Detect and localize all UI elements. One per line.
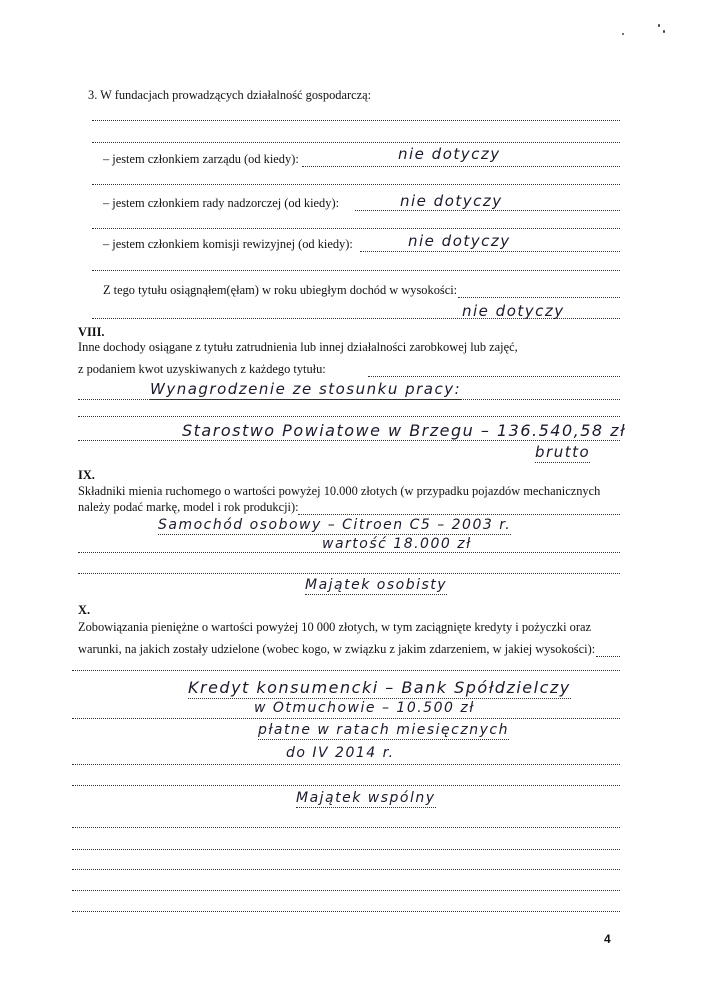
dotted-line xyxy=(72,670,620,671)
dotted-line xyxy=(72,718,620,719)
dotted-line xyxy=(92,184,620,185)
section10-hw-2: w Otmuchowie – 10.500 zł xyxy=(254,700,475,716)
section8-line2: z podaniem kwot uzyskiwanych z każdego tytułu: xyxy=(78,362,326,376)
scan-speck xyxy=(622,33,624,35)
dotted-line xyxy=(78,573,620,574)
section10-hw-4: do IV 2014 r. xyxy=(286,745,395,761)
section8-hw-3: brutto xyxy=(535,443,591,461)
dotted-line xyxy=(302,166,620,167)
section8-line1: Inne dochody osiągane z tytułu zatrudnienia lub innej działalności zarobkowej lub zajęć, xyxy=(78,340,518,354)
section10-hw-3: płatne w ratach miesięcznych xyxy=(258,722,509,738)
section9-line2: należy podać markę, model i rok produkcji): xyxy=(78,500,299,514)
section10-line2: warunki, na jakich zostały udzielone (wobec kogo, w związku z jakim zdarzeniem, w jakiej wysokości): xyxy=(78,642,596,656)
scan-speck xyxy=(658,24,660,27)
dotted-line xyxy=(360,251,620,252)
dotted-line xyxy=(92,228,620,229)
rada-value: nie dotyczy xyxy=(400,192,503,210)
dotted-line xyxy=(72,827,620,828)
income-label: Z tego tytułu osiągnąłem(ęłam) w roku ubiegłym dochód w wysokości: xyxy=(103,283,458,297)
dotted-line xyxy=(78,440,620,441)
section8-hw-1: Wynagrodzenie ze stosunku pracy: xyxy=(150,380,462,398)
section3-heading: 3. W fundacjach prowadzących działalność gospodarczą: xyxy=(88,88,372,102)
zarzad-value: nie dotyczy xyxy=(398,145,501,163)
dotted-line xyxy=(92,120,620,121)
dotted-line xyxy=(78,552,620,553)
section9-number: IX. xyxy=(78,468,95,482)
dotted-line xyxy=(72,764,620,765)
dotted-line xyxy=(458,297,620,298)
section9-hw-3: Majątek osobisty xyxy=(305,577,448,593)
zarzad-label: – jestem członkiem zarządu (od kiedy): xyxy=(103,152,299,166)
section10-line1: Zobowiązania pieniężne o wartości powyżej 10 000 złotych, w tym zaciągnięte kredyty i pożyczki oraz xyxy=(78,620,591,634)
dotted-line xyxy=(72,890,620,891)
section10-number: X. xyxy=(78,603,91,617)
dotted-line xyxy=(72,849,620,850)
dotted-line xyxy=(92,318,620,319)
section8-number: VIII. xyxy=(78,325,105,339)
rada-label: – jestem członkiem rady nadzorczej (od kiedy): xyxy=(103,196,340,210)
dotted-line xyxy=(92,270,620,271)
section9-hw-1: Samochód osobowy – Citroen C5 – 2003 r. xyxy=(158,517,512,533)
dotted-line xyxy=(72,785,620,786)
dotted-line xyxy=(92,142,620,143)
dotted-line xyxy=(368,376,620,377)
dotted-line xyxy=(355,210,620,211)
dotted-line xyxy=(78,399,620,400)
dotted-line xyxy=(78,416,620,417)
section9-line1: Składniki mienia ruchomego o wartości powyżej 10.000 złotych (w przypadku pojazdów mechanicznych xyxy=(78,484,601,498)
section8-hw-2: Starostwo Powiatowe w Brzegu – 136.540,58 zł xyxy=(182,421,627,440)
section10-hw-5: Majątek wspólny xyxy=(296,790,436,806)
scan-speck xyxy=(663,30,665,33)
dotted-line xyxy=(298,514,620,515)
section10-hw-1: Kredyt konsumencki – Bank Spółdzielczy xyxy=(188,678,571,697)
komisja-label: – jestem członkiem komisji rewizyjnej (od kiedy): xyxy=(103,237,353,251)
income-value: nie dotyczy xyxy=(462,302,565,320)
dotted-line xyxy=(72,869,620,870)
dotted-line xyxy=(596,656,620,657)
page-number: 4 xyxy=(604,932,611,946)
komisja-value: nie dotyczy xyxy=(408,232,511,250)
dotted-line xyxy=(72,911,620,912)
section9-hw-2: wartość 18.000 zł xyxy=(322,536,472,552)
